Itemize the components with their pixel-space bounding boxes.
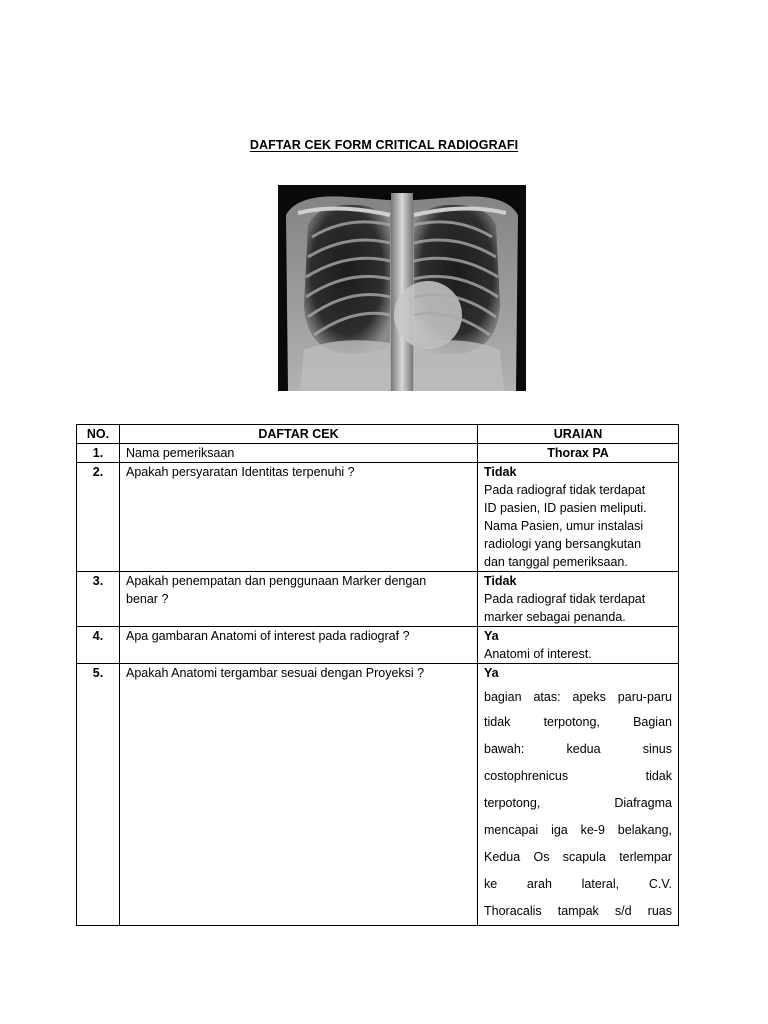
table-row	[77, 664, 679, 926]
chest-xray-image	[278, 185, 526, 391]
table-row	[77, 463, 679, 572]
header-desc: URAIAN	[478, 425, 679, 444]
desc-line: ke arah lateral, C.V.	[484, 877, 672, 891]
checklist-table	[76, 424, 679, 926]
desc-line: tidak terpotong, Bagian	[484, 715, 672, 729]
desc-line: Pada radiograf tidak terdapat	[484, 592, 646, 606]
row-answer: Tidak	[484, 465, 517, 479]
row-answer: Ya	[484, 629, 499, 643]
desc-line: Thoracalis tampak s/d ruas	[484, 904, 672, 918]
desc-line: costophrenicus tidak	[484, 769, 672, 783]
row-answer: Tidak	[484, 574, 517, 588]
row-number: 4.	[77, 627, 120, 664]
desc-line: Anatomi of interest.	[484, 647, 592, 661]
table-row	[77, 572, 679, 627]
row-check: Apakah Anatomi tergambar sesuai dengan Proyeksi ?	[120, 664, 478, 926]
row-check: Apakah persyaratan Identitas terpenuhi ?	[120, 463, 478, 572]
check-line: benar ?	[126, 592, 169, 606]
desc-line: Nama Pasien, umur instalasi	[484, 519, 644, 533]
row-description	[478, 572, 679, 627]
desc-line: terpotong, Diafragma	[484, 796, 672, 810]
row-number: 5.	[77, 664, 120, 926]
row-number: 2.	[77, 463, 120, 572]
desc-line: bawah: kedua sinus	[484, 742, 672, 756]
desc-line: ID pasien, ID pasien meliputi.	[484, 501, 647, 515]
header-no: NO.	[77, 425, 120, 444]
row-description	[478, 664, 679, 926]
row-check: Apa gambaran Anatomi of interest pada radiograf ?	[120, 627, 478, 664]
row-number: 3.	[77, 572, 120, 627]
row-description	[478, 627, 679, 664]
desc-line: Kedua Os scapula terlempar	[484, 850, 672, 864]
table-row	[77, 444, 679, 463]
desc-line: mencapai iga ke-9 belakang,	[484, 823, 672, 837]
row-check	[120, 572, 478, 627]
row-number: 1.	[77, 444, 120, 463]
table-row	[77, 627, 679, 664]
desc-line: marker sebagai penanda.	[484, 610, 626, 624]
check-line: Apakah penempatan dan penggunaan Marker dengan	[126, 574, 427, 588]
desc-line: dan tanggal pemeriksaan.	[484, 555, 628, 569]
row-answer: Thorax PA	[478, 444, 679, 463]
table-header-row	[77, 425, 679, 444]
document-title: DAFTAR CEK FORM CRITICAL RADIOGRAFI	[249, 138, 519, 152]
row-answer: Ya	[484, 666, 499, 680]
header-check: DAFTAR CEK	[120, 425, 478, 444]
row-description	[478, 463, 679, 572]
desc-line: Pada radiograf tidak terdapat	[484, 483, 646, 497]
row-check: Nama pemeriksaan	[120, 444, 478, 463]
desc-line: radiologi yang bersangkutan	[484, 537, 642, 551]
desc-line: bagian atas: apeks paru-paru	[484, 690, 672, 704]
